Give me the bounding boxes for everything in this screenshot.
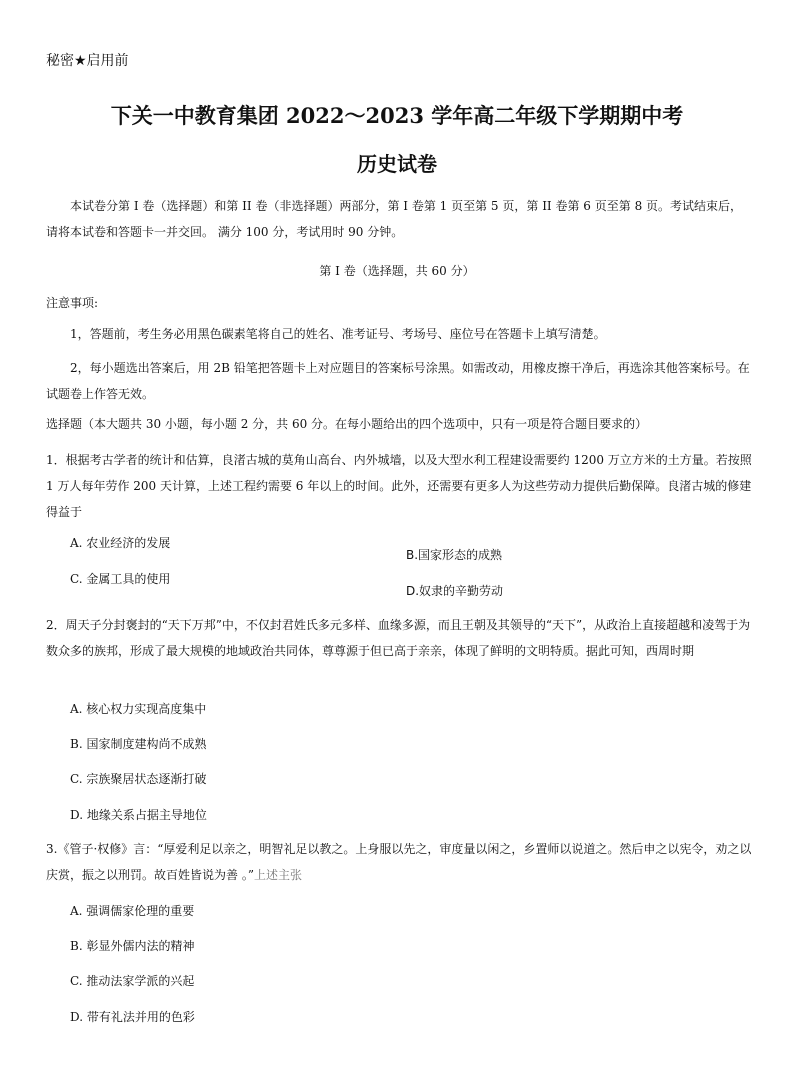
choice-intro: 选择题（本大题共 30 小题，每小题 2 分，共 60 分。在每小题给出的四个选项中，只有一项是符合题目要求的） [46, 417, 648, 431]
q2-option-d: D. 地缘关系占据主导地位 [70, 808, 207, 822]
question-2-stem: 2．周天子分封褒封的“天下万邦”中，不仅封君姓氏多元多样、血缘多源，而且王朝及其领导的“天下”，从政治上直接超越和凌驾于为数众多的族邦，形成了最大规模的地域政治共同体，尊尊源于但已高于亲亲，体现了鲜明的文明特质。据此可知，西周时期 [46, 618, 751, 658]
question-3-stem [46, 836, 752, 888]
exam-title: 下关一中教育集团 2022～2023 学年高二年级下学期期中考 [110, 103, 684, 128]
q2-option-a: A. 核心权力实现高度集中 [70, 702, 207, 716]
note-item-2: 2，每小题选出答案后，用 2B 铅笔把答题卡上对应题目的答案标号涂黑。如需改动，用橡皮擦干净后，再选涂其他答案标号。在试题卷上作答无效。 [46, 361, 750, 401]
question-3-stem-text: 3.《管子·权修》言：“厚爱利足以亲之，明智礼足以教之。上身服以先之，审度量以闲之，乡置师以说道之。然后申之以宪令，劝之以庆赏，振之以刑罚。故百姓皆说为善 。” [46, 842, 752, 882]
q2-option-c: C. 宗族聚居状态逐渐打破 [70, 772, 207, 786]
q1-option-d: D.奴隶的辛勤劳动 [406, 584, 504, 598]
notes-heading: 注意事项: [46, 296, 99, 310]
note-item-1: 1，答题前，考生务必用黑色碳素笔将自己的姓名、准考证号、考场号、座位号在答题卡上填写清楚。 [70, 327, 606, 341]
q3-option-d: D. 带有礼法并用的色彩 [70, 1010, 195, 1024]
q2-option-b: B. 国家制度建构尚不成熟 [70, 737, 207, 751]
q1-option-a: A. 农业经济的发展 [70, 536, 171, 550]
intro-paragraph: 本试卷分第 I 卷（选择题）和第 II 卷（非选择题）两部分，第 I 卷第 1 页至第 5 页，第 II 卷第 6 页至第 8 页。考试结束后，请将本试卷和答题卡一并交回。 满分 100 分，考试用时 90 分钟。 [46, 199, 743, 239]
question-3-stem-tail: 上述主张 [253, 868, 302, 882]
section-title: 第 I 卷（选择题，共 60 分） [319, 264, 475, 278]
confidential-label: 秘密★启用前 [46, 53, 129, 69]
q1-option-c: C. 金属工具的使用 [70, 572, 171, 586]
q3-option-c: C. 推动法家学派的兴起 [70, 974, 195, 988]
q3-option-a: A. 强调儒家伦理的重要 [70, 904, 195, 918]
exam-subject: 历史试卷 [357, 152, 437, 176]
question-1-stem: 1．根据考古学者的统计和估算，良渚古城的莫角山高台、内外城墙，以及大型水利工程建设需要约 1200 万立方米的土方量。若按照 1 万人每年劳作 200 天计算，上述工程约需要 6 年以上的时间。此外，还需要有更多人为这些劳动力提供后勤保障。良渚古城的修建得益于 [46, 453, 752, 519]
q3-option-b: B. 彰显外儒内法的精神 [70, 939, 195, 953]
q1-option-b: B.国家形态的成熟 [406, 548, 503, 562]
